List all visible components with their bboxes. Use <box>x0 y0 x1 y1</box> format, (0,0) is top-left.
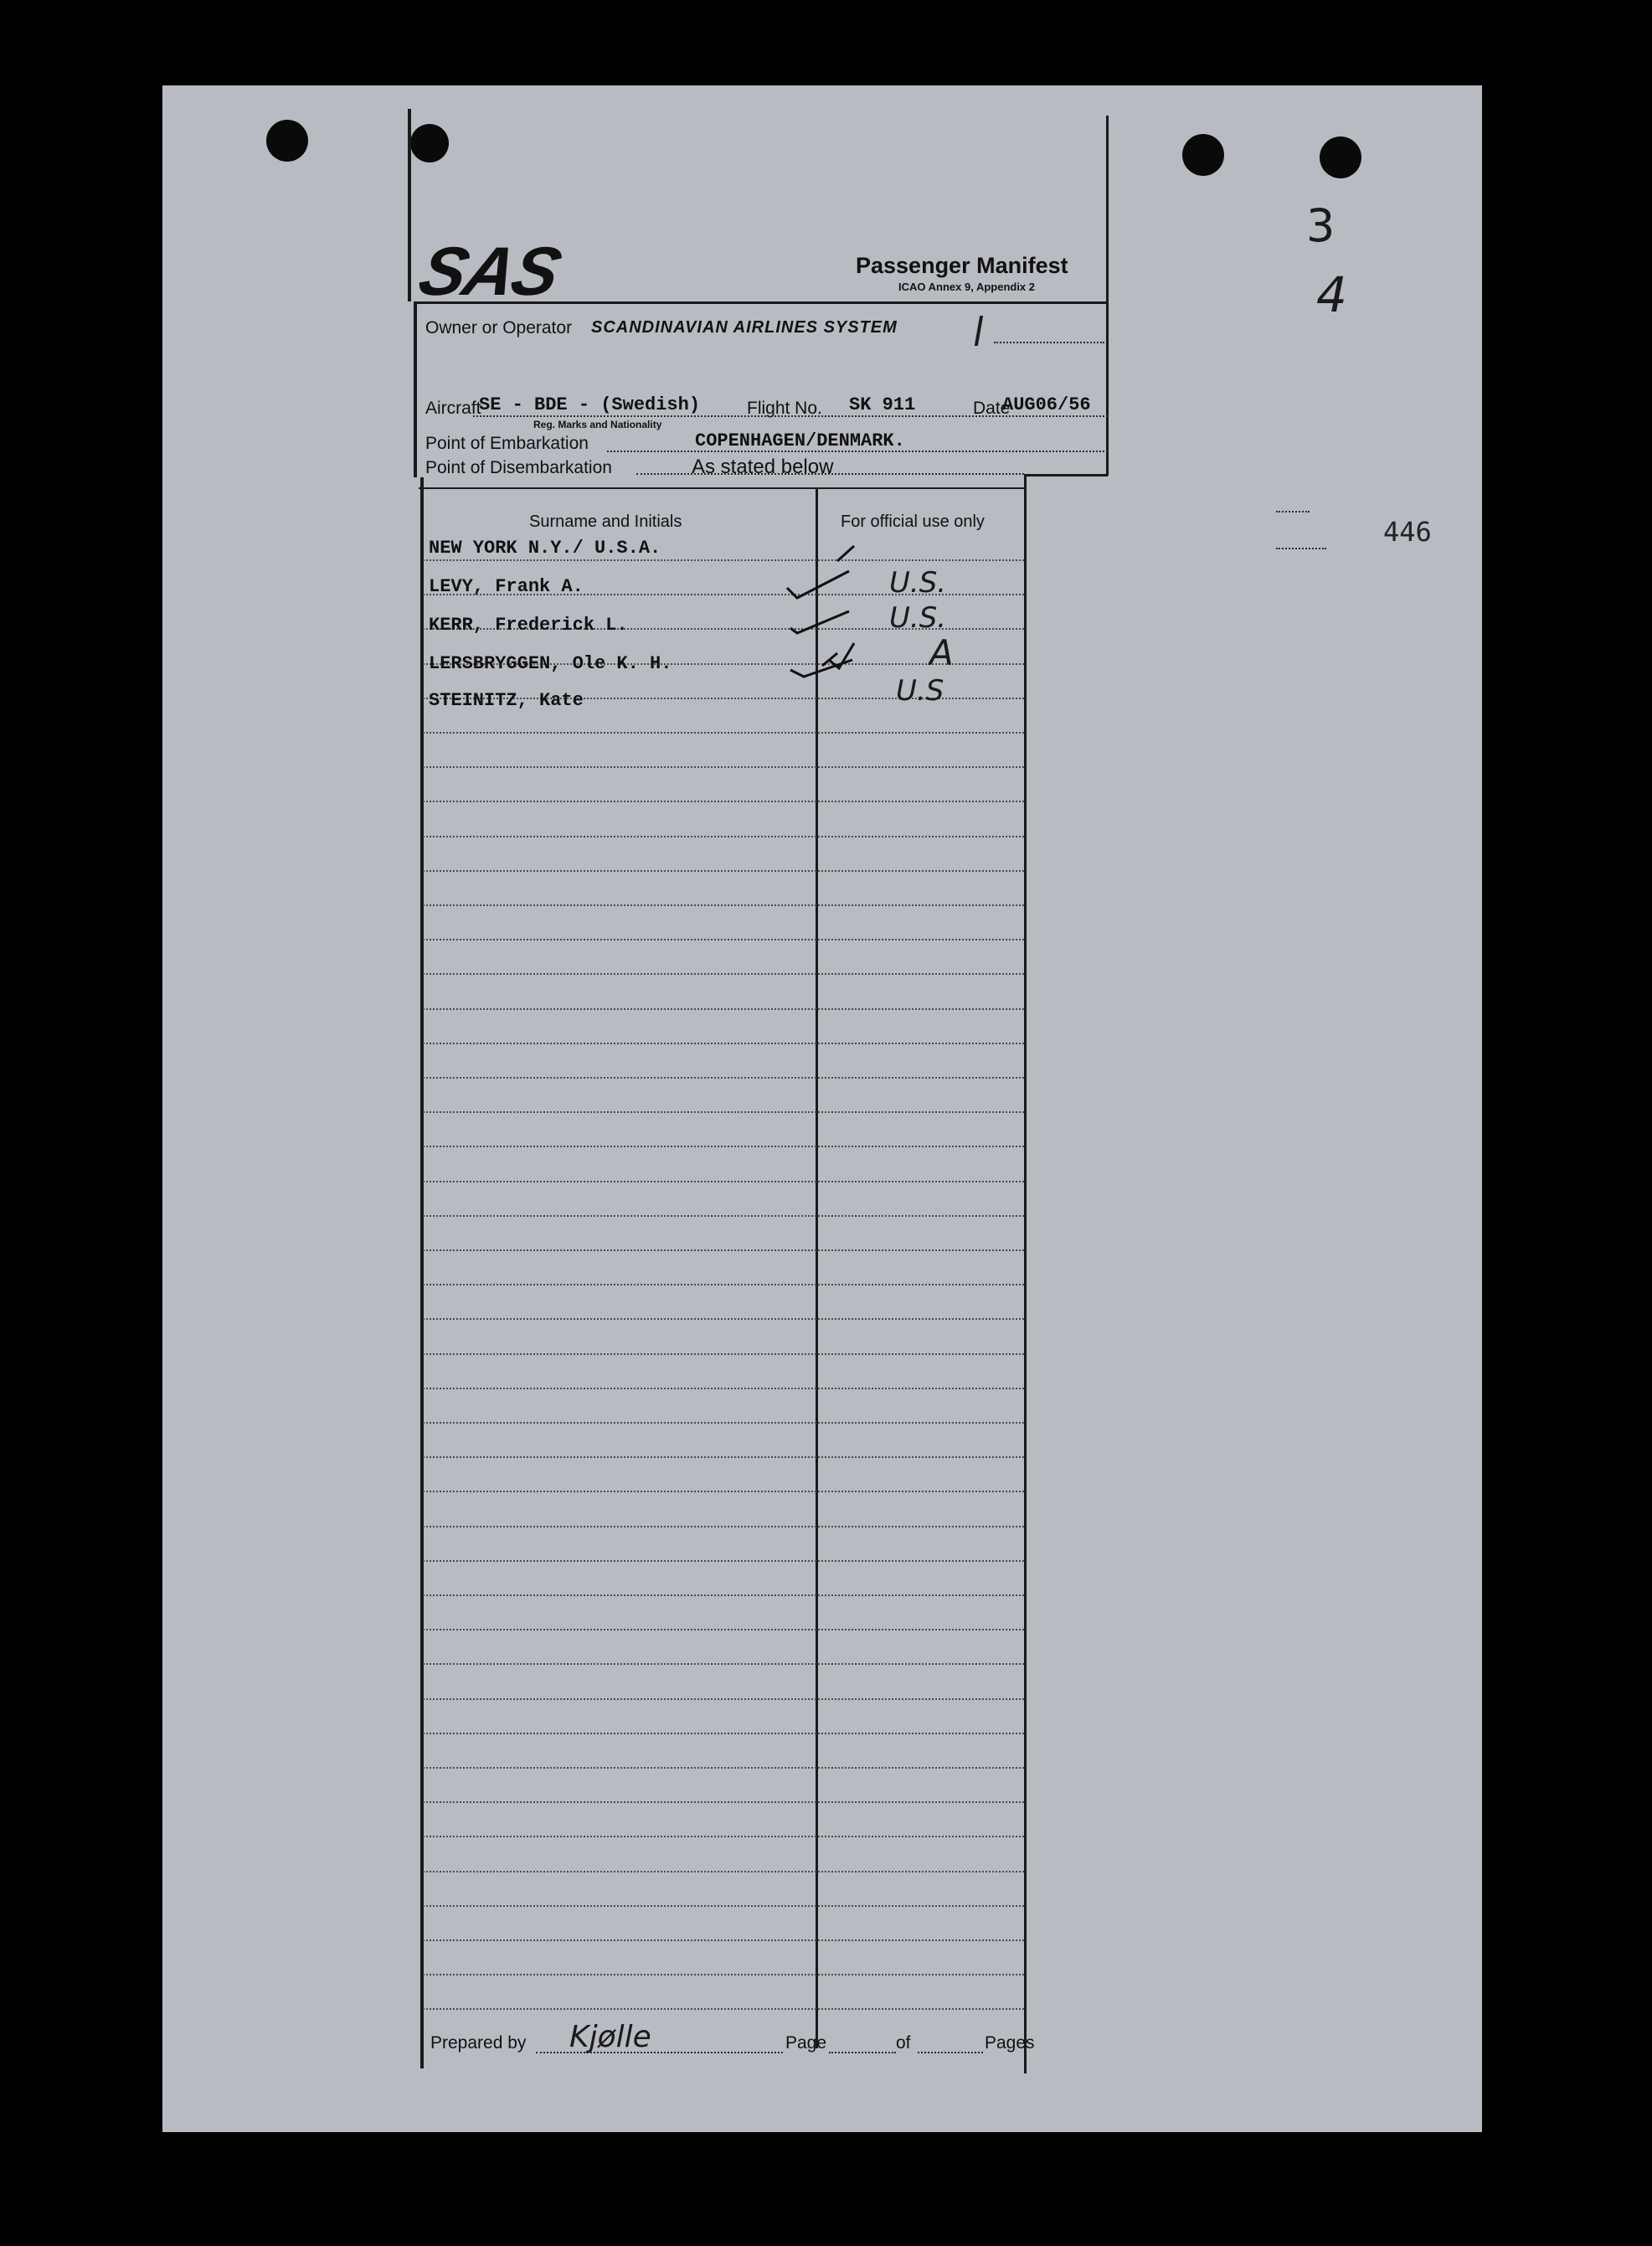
check-mark <box>790 611 849 633</box>
ruled-line <box>423 732 1024 734</box>
ruled-line <box>423 1491 1024 1492</box>
table-row: STEINITZ, Kate <box>429 690 584 711</box>
ruled-line <box>423 1594 1024 1596</box>
operator-rule <box>994 342 1104 343</box>
form-left-border <box>414 301 417 477</box>
ruled-line <box>423 870 1024 872</box>
embarkation-label: Point of Embarkation <box>425 434 589 453</box>
disembarkation-value: As stated below <box>692 456 834 478</box>
operator-value: SCANDINAVIAN AIRLINES SYSTEM <box>591 318 898 337</box>
form-left-border <box>420 477 424 2068</box>
ruled-line <box>423 939 1024 940</box>
ruled-line <box>423 1146 1024 1147</box>
disembarkation-rule <box>636 473 1024 475</box>
ruled-line <box>423 1905 1024 1907</box>
table-top-line <box>419 487 1026 489</box>
margin-note: 3 <box>1306 199 1335 252</box>
form-right-border <box>1024 474 1027 2073</box>
ruled-line <box>423 1456 1024 1458</box>
flight-label: Flight No. <box>747 399 822 418</box>
ruled-line <box>423 1526 1024 1527</box>
page-label: Page <box>785 2033 827 2053</box>
ruled-line <box>423 1043 1024 1044</box>
paper-sheet <box>162 85 1482 2132</box>
margin-number: 446 <box>1383 516 1432 548</box>
ruled-line <box>423 904 1024 906</box>
punch-hole <box>1182 134 1224 176</box>
ruled-line <box>423 836 1024 837</box>
pages-label: Pages <box>985 2033 1035 2053</box>
punch-hole <box>1320 137 1361 178</box>
ruled-line <box>423 1801 1024 1803</box>
margin-dash <box>1276 548 1326 549</box>
ruled-line <box>423 1767 1024 1769</box>
of-label: of <box>896 2033 911 2053</box>
ruled-line <box>423 1284 1024 1285</box>
ruled-line <box>423 1836 1024 1837</box>
ruled-line <box>423 1698 1024 1700</box>
ruled-line <box>423 1560 1024 1562</box>
form-right-border <box>1106 116 1109 476</box>
form-left-border <box>408 109 411 301</box>
ruled-line <box>423 1974 1024 1976</box>
ruled-line <box>423 766 1024 768</box>
ruled-line <box>423 1939 1024 1941</box>
ruled-line <box>423 1733 1024 1734</box>
aircraft-value: SE - BDE - (Swedish) <box>479 394 701 415</box>
date-label: Date <box>973 399 1011 418</box>
ruled-line <box>423 973 1024 975</box>
ruled-line <box>423 1318 1024 1320</box>
col-surname-header: Surname and Initials <box>529 513 682 531</box>
ruled-line <box>423 1422 1024 1424</box>
aircraft-label: Aircraft <box>425 399 481 418</box>
flight-value: SK 911 <box>849 394 916 415</box>
of-rule <box>918 2052 983 2053</box>
sas-logo: SAS <box>411 234 568 310</box>
official-mark: A <box>929 632 954 673</box>
embarkation-value: COPENHAGEN/DENMARK. <box>695 430 905 451</box>
disembarkation-label: Point of Disembarkation <box>425 458 612 477</box>
ruled-line <box>423 801 1024 802</box>
form-subtitle: ICAO Annex 9, Appendix 2 <box>898 281 1036 293</box>
operator-label: Owner or Operator <box>425 318 573 337</box>
table-row: LEVY, Frank A. <box>429 576 584 597</box>
ruled-line <box>423 1111 1024 1113</box>
form-title: Passenger Manifest <box>856 253 1068 278</box>
form-right-step <box>1024 474 1108 477</box>
check-marks <box>779 536 946 703</box>
ruled-line <box>423 1008 1024 1010</box>
prepared-label: Prepared by <box>430 2033 527 2053</box>
ruled-line <box>423 1871 1024 1873</box>
check-mark <box>790 660 852 677</box>
margin-dash <box>1276 511 1310 513</box>
punch-hole <box>266 120 308 162</box>
col-official-header: For official use only <box>841 513 985 531</box>
ruled-line <box>423 1077 1024 1079</box>
embarkation-rule <box>607 451 1108 452</box>
ruled-line <box>423 1181 1024 1182</box>
page-rule <box>829 2052 896 2053</box>
table-row: NEW YORK N.Y./ U.S.A. <box>429 538 661 559</box>
table-row: KERR, Frederick L. <box>429 615 628 636</box>
table-row: LERSBRYGGEN, Ole K. H. <box>429 653 672 674</box>
prepared-signature: Kjølle <box>569 2020 651 2054</box>
check-mark <box>787 571 849 598</box>
ruled-line <box>423 2008 1024 2010</box>
ruled-line <box>423 1663 1024 1665</box>
official-mark: U.S <box>896 674 944 708</box>
punch-hole <box>410 124 449 162</box>
ruled-line <box>423 1249 1024 1251</box>
aircraft-rule <box>473 415 1108 417</box>
ruled-line <box>423 1353 1024 1355</box>
ruled-line <box>423 1215 1024 1217</box>
aircraft-sublabel: Reg. Marks and Nationality <box>533 419 662 430</box>
ruled-line <box>423 1388 1024 1389</box>
date-value: AUG06/56 <box>1002 394 1091 415</box>
ruled-line <box>423 1629 1024 1630</box>
official-mark: U.S. <box>889 601 947 635</box>
official-mark: U.S. <box>889 566 947 600</box>
column-divider <box>816 489 818 2048</box>
check-mark <box>837 546 854 561</box>
margin-note: 4 <box>1316 266 1347 323</box>
